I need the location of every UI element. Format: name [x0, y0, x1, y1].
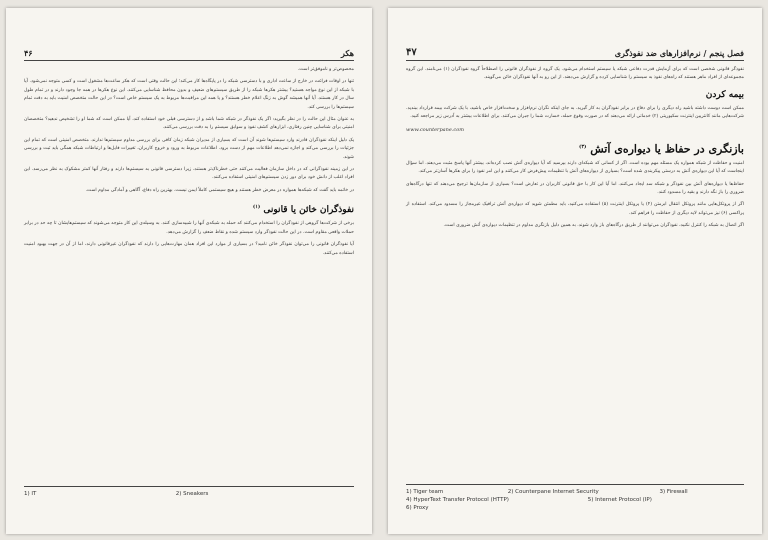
footnote: 2) Sneakers: [175, 491, 209, 497]
left-paragraph: تنها در اوقات فراغت در خارج از ساعت اداری و با دسترسی شبکه را در پایگاه‌ها کار می‌کند؛ این حالت وقتی است که هکر ساعت‌ها مشغول است و کسی متوجه نمی‌شود. آیا با شبکه از این نوع مواجه هستید؟ بیشتر هکرها شبکه را از طریق سیستم‌های ضعیف و بدون محافظ شناسایی می‌کنند. این نوع هکرها در همه جا وجود دارند و در تمام طول سال در کار هستند. آیا آنها همیشه گوش به زنگ اعلام خطر هستند؟ و یا همه این مراقبت‌ها مربوط به یک سیستم خاص است؟ در این حالت متخصص امنیت باید به دقت تمام سیستم‌ها را بررسی کند.: [24, 79, 354, 110]
left-paragraph: در این زمینه نفوذگرانی که در داخل سازمان فعالیت می‌کنند حتی خطرناک‌تر هستند، زیرا دسترسی قانونی به سیستم‌ها دارند و رفتار آنها کمتر مشکوک به نظر می‌رسد. این افراد اغلب از دانش خود برای دور زدن سیستم‌های امنیتی استفاده می‌کنند.: [24, 167, 354, 181]
left-header-label: هکر: [340, 48, 354, 58]
left-header-rule: [24, 60, 354, 61]
right-page-header: [406, 44, 744, 58]
right-page-number: ۴۷: [406, 47, 417, 58]
right-header-rule: [406, 60, 744, 61]
footnote: 6) Proxy: [406, 505, 429, 511]
right-paragraph: نفوذگر قانونی شخصی است که برای آزمایش قدرت دفاعی شبکه یا سیستم استخدام می‌شود. یک گروه از نفوذگران قانونی را اصطلاحاً گروه نفوذگران (۱) می‌نامند. این گروه مجموعه‌ای از افراد ماهر هستند که راه‌های نفوذ به سیستم را شناسایی کرده و گزارش می‌دهند. از این رو به آنها نفوذگران خائن می‌گویند.: [406, 67, 745, 81]
section-heading-traitor-hackers: [24, 201, 354, 217]
footnote: 1) Tiger team: [406, 489, 444, 495]
right-page: [388, 8, 762, 534]
heading-firewall-review: [406, 140, 744, 157]
left-paragraph: محصوص‌تر و ناموفق‌تر است.: [297, 67, 354, 72]
left-page-body: [24, 66, 354, 262]
left-footnote-rule: [24, 486, 354, 487]
heading-insurance: بیمه کردن: [705, 89, 744, 100]
right-page-body: [406, 66, 744, 235]
right-footnotes: [406, 488, 744, 512]
right-paragraph: اگر اتصال به شبکه را کنترل نکنید، نفوذگران می‌توانند از طریق درگاه‌های باز وارد شوند. به همین دلیل بازنگری مداوم در تنظیمات دیواره‌ی آتش ضروری است.: [443, 223, 744, 229]
left-page-number: ۴۶: [24, 48, 33, 58]
right-footnote-rule: [406, 484, 744, 485]
chapter-title: فصل پنجم / نرم‌افزارهای ضد نفوذگری: [614, 48, 744, 58]
right-paragraph: امنیت و حفاظت از شبکه همواره یک مسئله مهم بوده است. اگر از کسانی که شبکه‌ای دارند بپرسید که آیا دیواره‌ی آتش نصب کرده‌اند، بیشتر آنها پاسخ مثبت می‌دهند. اما سؤال اینجاست که آیا این دیواره‌ی آتش به درستی پیکربندی شده است؟ بسیاری از دیواره‌های آتش با تنظیمات پیش‌فرض کار می‌کنند و این امر نفوذ را برای هکرها آسان‌تر می‌کند.: [406, 160, 744, 175]
left-paragraph: به عنوان مثال این حالت را در نظر بگیرید: اگر یک نفوذگر در شبکه شما باشد و از دسترسی قبلی خود استفاده کند، آیا ممکن است که شما او را تشخیص ندهید؟ متخصصان امنیتی برای شناسایی چنین رفتاری، ابزارهای کشف نفوذ و سوابق سیستم را به دقت بررسی می‌کنند.: [24, 117, 354, 131]
counterpane-url: www.counterpane.com: [406, 126, 464, 133]
heading-firewall-text: بازنگری در حفاظ یا دیواره‌ی آتش: [590, 142, 744, 156]
footnote: 4) HyperText Transfer Protocol (HTTP): [406, 497, 509, 503]
section-heading-footnote-mark: (۱): [252, 204, 261, 211]
footnote: 2) Counterpane Internet Security: [507, 489, 599, 495]
left-page-header: [24, 44, 354, 58]
right-paragraph: اگر از پروتکل‌هایی مانند پروتکل انتقال ابرمتن (۴) یا پروتکل اینترنت (۵) استفاده می‌کنید، باید مطمئن شوید که دیواره‌ی آتش ترافیک غیرمجاز را مسدود می‌کند. استفاده از پراکسی (۶) نیز می‌تواند لایه دیگری از حفاظت را فراهم کند.: [406, 202, 744, 216]
footnote: 3) Firewall: [659, 489, 688, 495]
footnote: 5) Internet Protocol (IP): [587, 497, 652, 503]
right-paragraph: حفاظ‌ها یا دیواره‌های آتش بین نفوذگر و شبکه سد ایجاد می‌کنند. اما آیا این کار با حق قانونی کاربران در تعارض است؟ بسیاری از سازمان‌ها ترجیح می‌دهند که تنها درگاه‌های ضروری را باز نگه دارند و بقیه را مسدود کنند.: [406, 181, 744, 195]
left-footnotes: [24, 490, 354, 498]
footnote: 1) IT: [24, 491, 37, 497]
right-paragraph: ممکن است دوست داشته باشید راه دیگری را برای دفاع در برابر نفوذگران به کار گیرید. به جای اینکه نگران نرم‌افزار و سخت‌افزار خاص باشید، با یک شرکت بیمه قرارداد ببندید. شرکت‌هایی مانند کانترپین اینترنت سکیوریتی (۲) خدماتی ارائه می‌دهند که در صورت وقوع حمله، خسارت شما را جبران می‌کنند. برای اطلاعات بیشتر به آدرس زیر مراجعه کنید.: [406, 105, 744, 120]
left-paragraph: آیا نفوذگران قانونی را می‌توان نفوذگر خائن نامید؟ در بسیاری از موارد این افراد همان مهارت‌هایی را دارند که نفوذگران غیرقانونی دارند، اما از آن در جهت بهبود امنیت استفاده می‌کنند.: [24, 242, 354, 256]
left-paragraph: برخی از شرکت‌ها گروهی از نفوذگران را استخدام می‌کنند که حمله به شبکه‌ی آنها را شبیه‌سازی کنند. به وسیله‌ی این کار متوجه می‌شوند که سیستم‌هایشان تا چه حد در برابر حملات واقعی مقاوم است. در این حالت نفوذگر وارد سیستم شده و نقاط ضعف را گزارش می‌دهد.: [24, 221, 354, 235]
heading-firewall-footnote-mark: (۳): [578, 144, 587, 151]
section-heading-text: نفوذگران خائن یا قانونی: [263, 205, 354, 216]
left-paragraph: در خاتمه باید گفت که شبکه‌ها همواره در معرض خطر هستند و هیچ سیستمی کاملاً ایمن نیست. بهترین راه دفاع، آگاهی و آمادگی مداوم است.: [85, 187, 354, 193]
left-page: [6, 8, 372, 534]
left-paragraph: یک دلیل اینکه نفوذگران قادرند وارد سیستم‌ها شوند آن است که بسیاری از مدیران شبکه زمان کافی برای بررسی مداوم سیستم‌ها ندارند. متخصص امنیتی است که تمام این جزئیات را بررسی می‌کند و اجازه نمی‌دهد اطلاعات مهم از دست برود. اطلاعات مربوط به ورود و خروج کاربران، تغییرات فایل‌ها و ارتباطات شبکه همگی باید ثبت و بررسی شوند.: [24, 137, 354, 160]
